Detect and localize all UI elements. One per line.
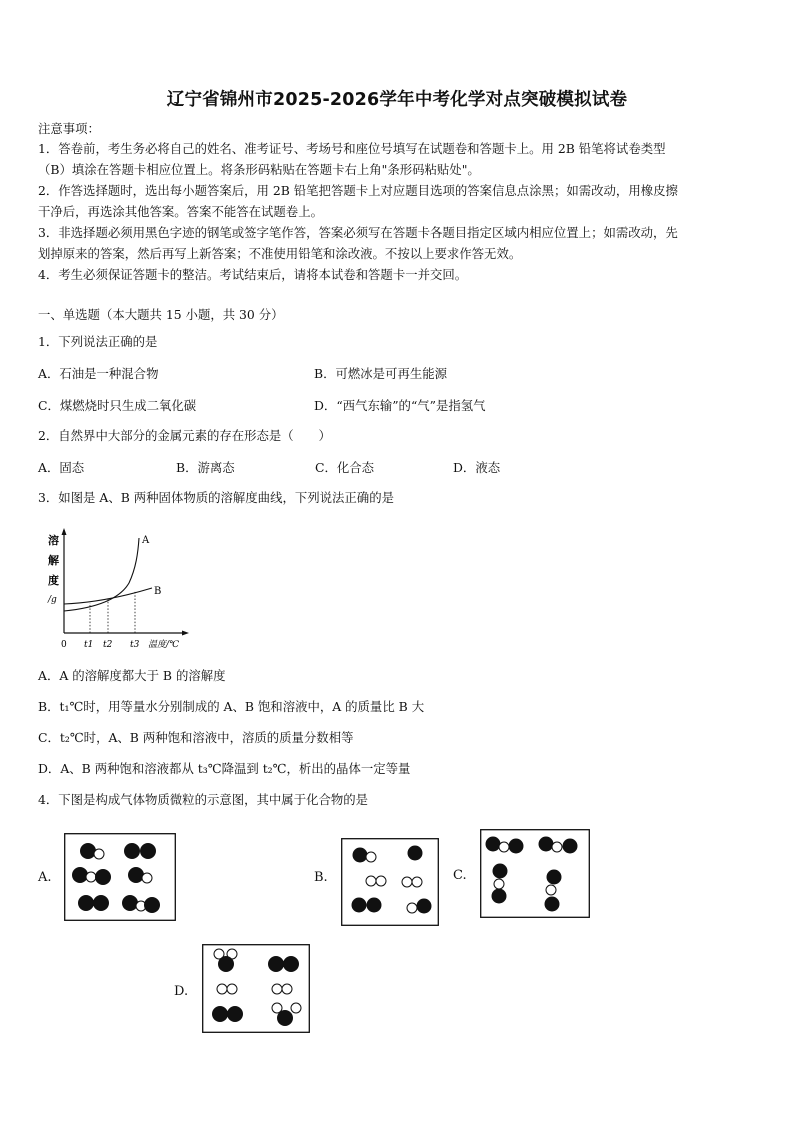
y-axis-unit: /g [48,595,57,605]
notice-line: 4．考生必须保证答题卡的整洁。考试结束后，请将本试卷和答题卡一并交回。 [38,267,468,282]
question-3-stem: 3．如图是 A、B 两种固体物质的溶解度曲线，下列说法正确的是 [38,490,394,505]
question-4-option-d-label: D. [174,984,189,999]
question-3-option-d: D．A、B 两种饱和溶液都从 t₃℃降温到 t₂℃，析出的晶体一定等量 [38,761,411,776]
question-1-option-d: D．“西气东输”的“气”是指氢气 [314,398,486,413]
y-axis-label-char: 度 [48,574,59,587]
question-4-option-c-label: C. [453,868,467,883]
question-2-option-d: D．液态 [453,460,501,475]
question-4-option-b-label: B. [314,870,328,885]
notice-line: 划掉原来的答案，然后再写上新答案；不准使用铅笔和涂改液。不按以上要求作答无效。 [38,246,522,261]
notice-line: （B）填涂在答题卡相应位置上。将条形码粘贴在答题卡右上角"条形码粘贴处"。 [38,162,480,177]
question-2-option-a: A．固态 [38,460,85,475]
particle-diagram-c [480,829,590,918]
particle-diagram-a [64,833,176,921]
question-4-stem: 4．下图是构成气体物质微粒的示意图，其中属于化合物的是 [38,792,369,807]
curve-a-label: A [142,535,150,546]
y-axis-label-char: 溶 [48,534,59,547]
t1-label: t1 [84,640,94,650]
t2-label: t2 [103,640,113,650]
t3-label: t3 [130,640,140,650]
notice-line: 1．答卷前，考生务必将自己的姓名、准考证号、考场号和座位号填写在试题卷和答题卡上。用 2B 铅笔将试卷类型 [38,141,666,156]
question-1-option-b: B．可燃冰是可再生能源 [314,366,448,381]
page-title: 辽宁省锦州市2025-2026学年中考化学对点突破模拟试卷 [166,90,628,110]
question-2-option-b: B．游离态 [176,460,235,475]
curve-b-label: B [154,586,162,597]
question-2-option-c: C．化合态 [315,460,375,475]
question-1-option-a: A．石油是一种混合物 [38,366,159,381]
particle-diagram-b [341,838,439,926]
particle-diagram-d [202,944,310,1033]
question-3-option-c: C．t₂℃时，A、B 两种饱和溶液中，溶质的质量分数相等 [38,730,354,745]
question-1-option-c: C．煤燃烧时只生成二氧化碳 [38,398,197,413]
question-3-option-b: B．t₁℃时，用等量水分别制成的 A、B 饱和溶液中，A 的质量比 B 大 [38,699,425,714]
section-heading: 一、单选题（本大题共 15 小题，共 30 分） [38,307,284,322]
y-axis-label-char: 解 [48,554,59,567]
notice-heading: 注意事项： [38,121,100,136]
question-4-option-a-label: A. [38,870,52,885]
question-3-option-a: A．A 的溶解度都大于 B 的溶解度 [38,668,226,683]
origin-label: 0 [61,640,67,650]
notice-line: 干净后，再选涂其他答案。答案不能答在试题卷上。 [38,204,323,219]
question-1-stem: 1．下列说法正确的是 [38,334,158,349]
curve-b [64,588,152,604]
notice-line: 3．非选择题必须用黑色字迹的钢笔或签字笔作答，答案必须写在答题卡各题目指定区域内相应位置上；如需改动，先 [38,225,678,240]
solubility-curve-graph [44,528,194,654]
question-2-stem: 2．自然界中大部分的金属元素的存在形态是（ ） [38,428,331,443]
notice-line: 2．作答选择题时，选出每小题答案后，用 2B 铅笔把答题卡上对应题目选项的答案信息点涂黑；如需改动，用橡皮擦 [38,183,678,198]
x-axis-label: 温度/℃ [148,640,180,650]
